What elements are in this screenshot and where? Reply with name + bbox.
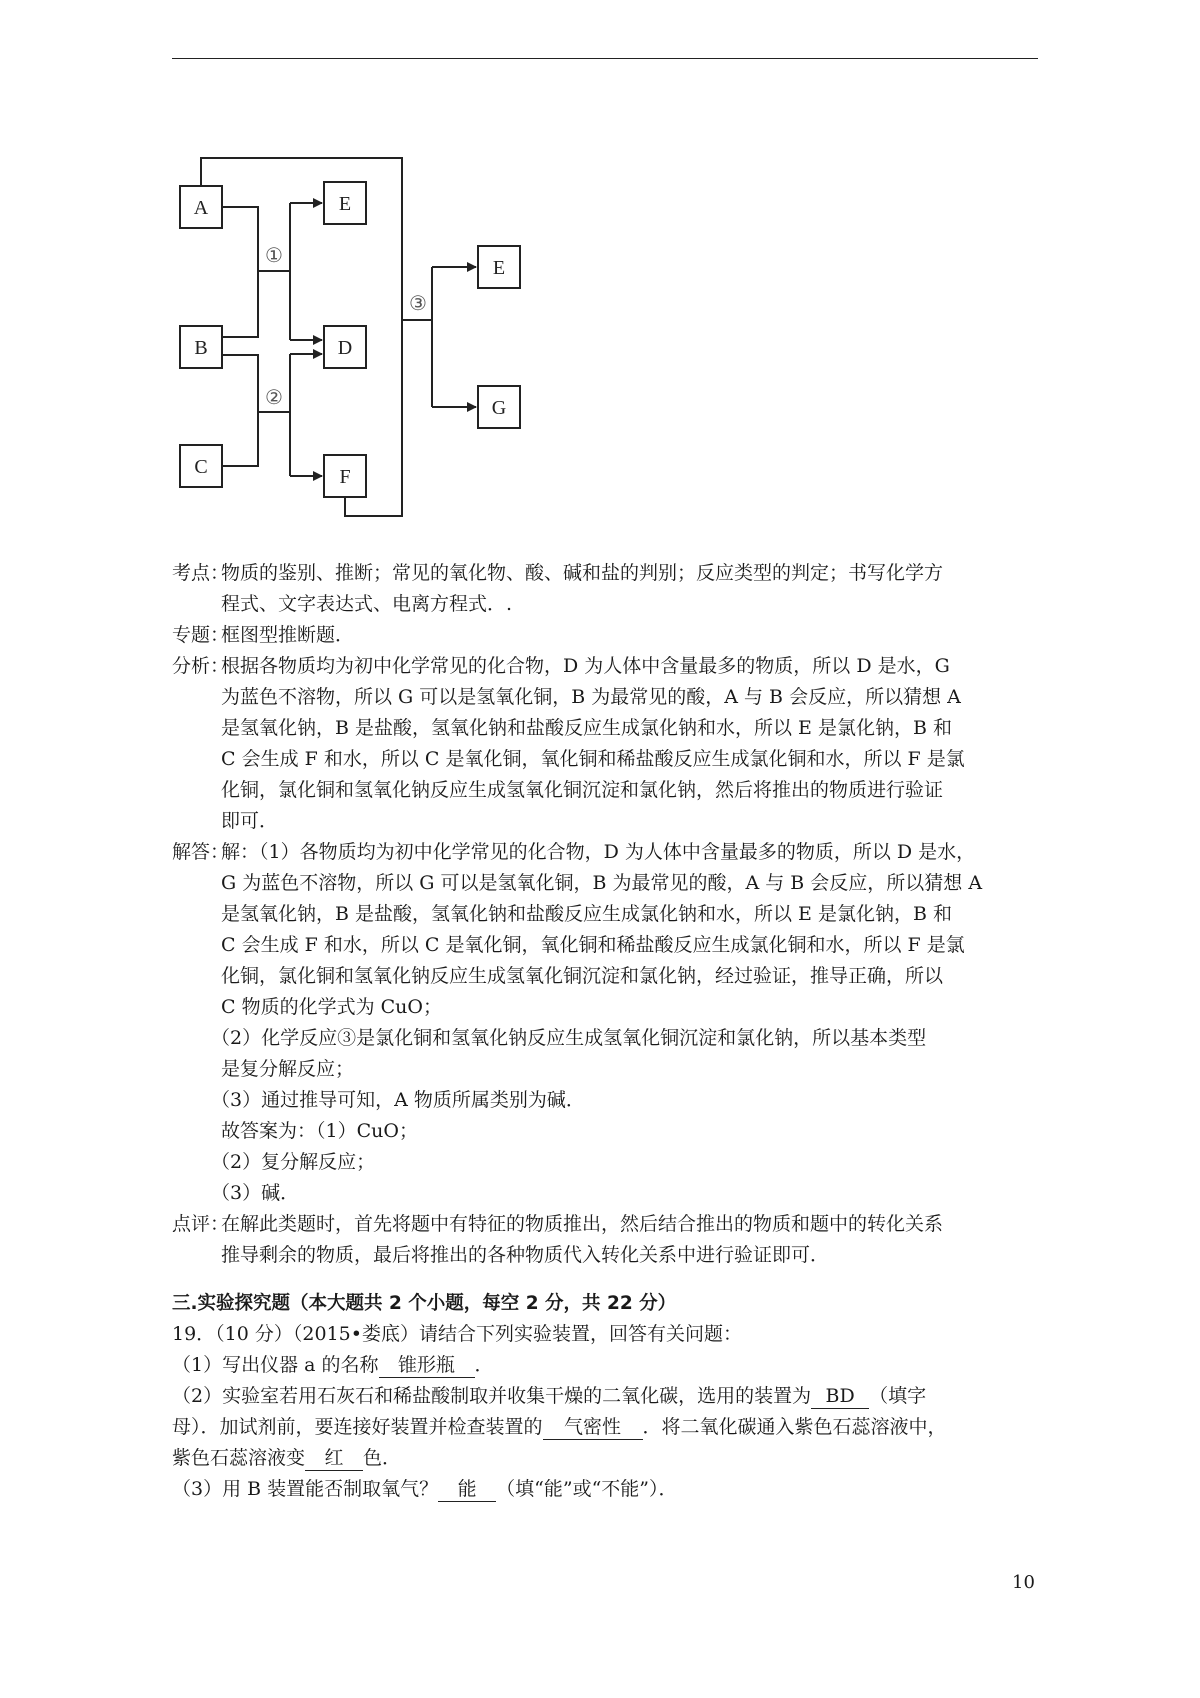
reaction-2-label: ②: [265, 385, 283, 409]
label-a: A: [193, 197, 209, 219]
connector-f-loop: [345, 473, 402, 516]
page-number: 10: [1012, 1572, 1035, 1593]
jieda-line-3: 是氢氧化钠，B 是盐酸，氢氧化钠和盐酸反应生成氯化钠和水，所以 E 是氯化钠，B 和: [221, 903, 952, 925]
zhuanti-block: [172, 620, 1040, 651]
jieda-label: 解答：: [172, 841, 230, 863]
question-19-part-1: [172, 1350, 1040, 1381]
connector-a-loop: [201, 158, 402, 473]
fenxi-line-4: C 会生成 F 和水，所以 C 是氧化铜，氧化铜和稀盐酸反应生成氯化铜和水，所以 F 是氯: [221, 748, 965, 770]
label-e2: E: [492, 257, 506, 279]
section-3-title: 三.实验探究题（本大题共 2 个小题，每空 2 分，共 22 分）: [172, 1293, 677, 1314]
jieda-line-7: （2）化学反应③是氯化铜和氢氧化钠反应生成氢氧化铜沉淀和氯化钠，所以基本类型: [211, 1027, 927, 1049]
q1-suffix: ．: [474, 1354, 494, 1376]
q2-suffix: （填字: [869, 1385, 927, 1407]
label-e1: E: [338, 193, 352, 215]
kaodian-line-2: 程式、文字表达式、电离方程式．.: [221, 593, 513, 615]
label-g: G: [491, 397, 507, 419]
jieda-block: [172, 837, 1040, 868]
q1-prompt: （1）写出仪器 a 的名称: [172, 1354, 379, 1376]
header-rule: [172, 58, 1038, 59]
kaodian-line-1: 物质的鉴别、推断；常见的氧化物、酸、碱和盐的判别；反应类型的判定；书写化学方: [221, 562, 944, 584]
jieda-line-4: C 会生成 F 和水，所以 C 是氧化铜，氧化铜和稀盐酸反应生成氯化铜和水，所以 F 是氯: [221, 934, 965, 956]
reaction-1-label: ①: [265, 243, 283, 267]
question-19-part-2-line-3: [172, 1443, 1040, 1474]
q2-line3-prompt: 紫色石蕊溶液变: [172, 1447, 306, 1469]
reaction-flowchart: [170, 150, 550, 530]
dianping-label: 点评：: [172, 1213, 230, 1235]
question-19-part-2-line-2: [172, 1412, 1040, 1443]
fenxi-line-5: 化铜，氯化铜和氢氧化钠反应生成氢氧化铜沉淀和氯化钠，然后将推出的物质进行验证: [221, 779, 944, 801]
q3-answer-blank: 能: [438, 1477, 496, 1502]
question-19-part-2: [172, 1381, 1040, 1412]
dianping-block: [172, 1209, 1040, 1240]
dianping-line-1: 在解此类题时，首先将题中有特征的物质推出，然后结合推出的物质和题中的转化关系: [221, 1213, 944, 1235]
fenxi-block: [172, 651, 1040, 682]
q3-prompt: （3）用 B 装置能否制取氧气？: [172, 1478, 439, 1500]
fenxi-line-3: 是氢氧化钠，B 是盐酸，氢氧化钠和盐酸反应生成氯化钠和水，所以 E 是氯化钠，B 和: [221, 717, 952, 739]
q2-prompt: （2）实验室若用石灰石和稀盐酸制取并收集干燥的二氧化碳，选用的装置为: [172, 1385, 812, 1407]
label-c: C: [194, 456, 208, 478]
label-f: F: [339, 466, 351, 488]
dianping-line-2: 推导剩余的物质，最后将推出的各种物质代入转化关系中进行验证即可．: [221, 1244, 830, 1266]
zhuanti-label: 专题：: [172, 624, 230, 646]
fenxi-line-2: 为蓝色不溶物，所以 G 可以是氢氧化铜，B 为最常见的酸，A 与 B 会反应，所以猜想 A: [221, 686, 961, 708]
connector-r2: [222, 355, 258, 466]
connector-r1: [222, 207, 258, 337]
q3-suffix: （填“能”或“不能”）．: [496, 1478, 678, 1500]
jieda-line-8: 是复分解反应；: [221, 1058, 355, 1080]
kaodian-block: [172, 558, 1040, 589]
kaodian-label: 考点：: [172, 562, 230, 584]
q2-answer-blank-2: 气密性: [543, 1415, 643, 1440]
jieda-line-9: （3）通过推导可知，A 物质所属类别为碱．: [211, 1089, 585, 1111]
jieda-line-10: 故答案为：（1）CuO；: [221, 1120, 418, 1142]
label-d: D: [337, 337, 353, 359]
jieda-line-12: （3）碱．: [211, 1182, 300, 1204]
q2-answer-blank-3: 红: [305, 1446, 363, 1471]
answer-content: [172, 558, 1040, 1505]
jieda-line-11: （2）复分解反应；: [211, 1151, 376, 1173]
zhuanti-text: 框图型推断题．: [221, 624, 355, 646]
reaction-3-label: ③: [409, 291, 427, 315]
q2-answer-blank-1: BD: [811, 1384, 869, 1409]
fenxi-label: 分析：: [172, 655, 230, 677]
jieda-line-1: 解：（1）各物质均为初中化学常见的化合物，D 为人体中含量最多的物质，所以 D 是水，: [221, 841, 976, 863]
q2-line3-suffix: 色．: [363, 1447, 402, 1469]
question-19-heading: 19．（10 分）（2015•娄底）请结合下列实验装置，回答有关问题：: [172, 1323, 742, 1345]
jieda-line-5: 化铜，氯化铜和氢氧化钠反应生成氢氧化铜沉淀和氯化钠，经过验证，推导正确，所以: [221, 965, 944, 987]
q2-line2-prompt: 母）．加试剂前，要连接好装置并检查装置的: [172, 1416, 543, 1438]
q2-line2-suffix: ．将二氧化碳通入紫色石蕊溶液中，: [642, 1416, 947, 1438]
q1-answer-blank: 锥形瓶: [379, 1353, 475, 1378]
fenxi-line-6: 即可．: [221, 810, 279, 832]
jieda-line-6: C 物质的化学式为 CuO；: [221, 996, 442, 1018]
fenxi-line-1: 根据各物质均为初中化学常见的化合物，D 为人体中含量最多的物质，所以 D 是水，G: [221, 655, 950, 677]
label-b: B: [194, 337, 208, 359]
jieda-line-2: G 为蓝色不溶物，所以 G 可以是氢氧化铜，B 为最常见的酸，A 与 B 会反应，所以猜想 A: [221, 872, 983, 894]
question-19-part-3: [172, 1474, 1040, 1505]
